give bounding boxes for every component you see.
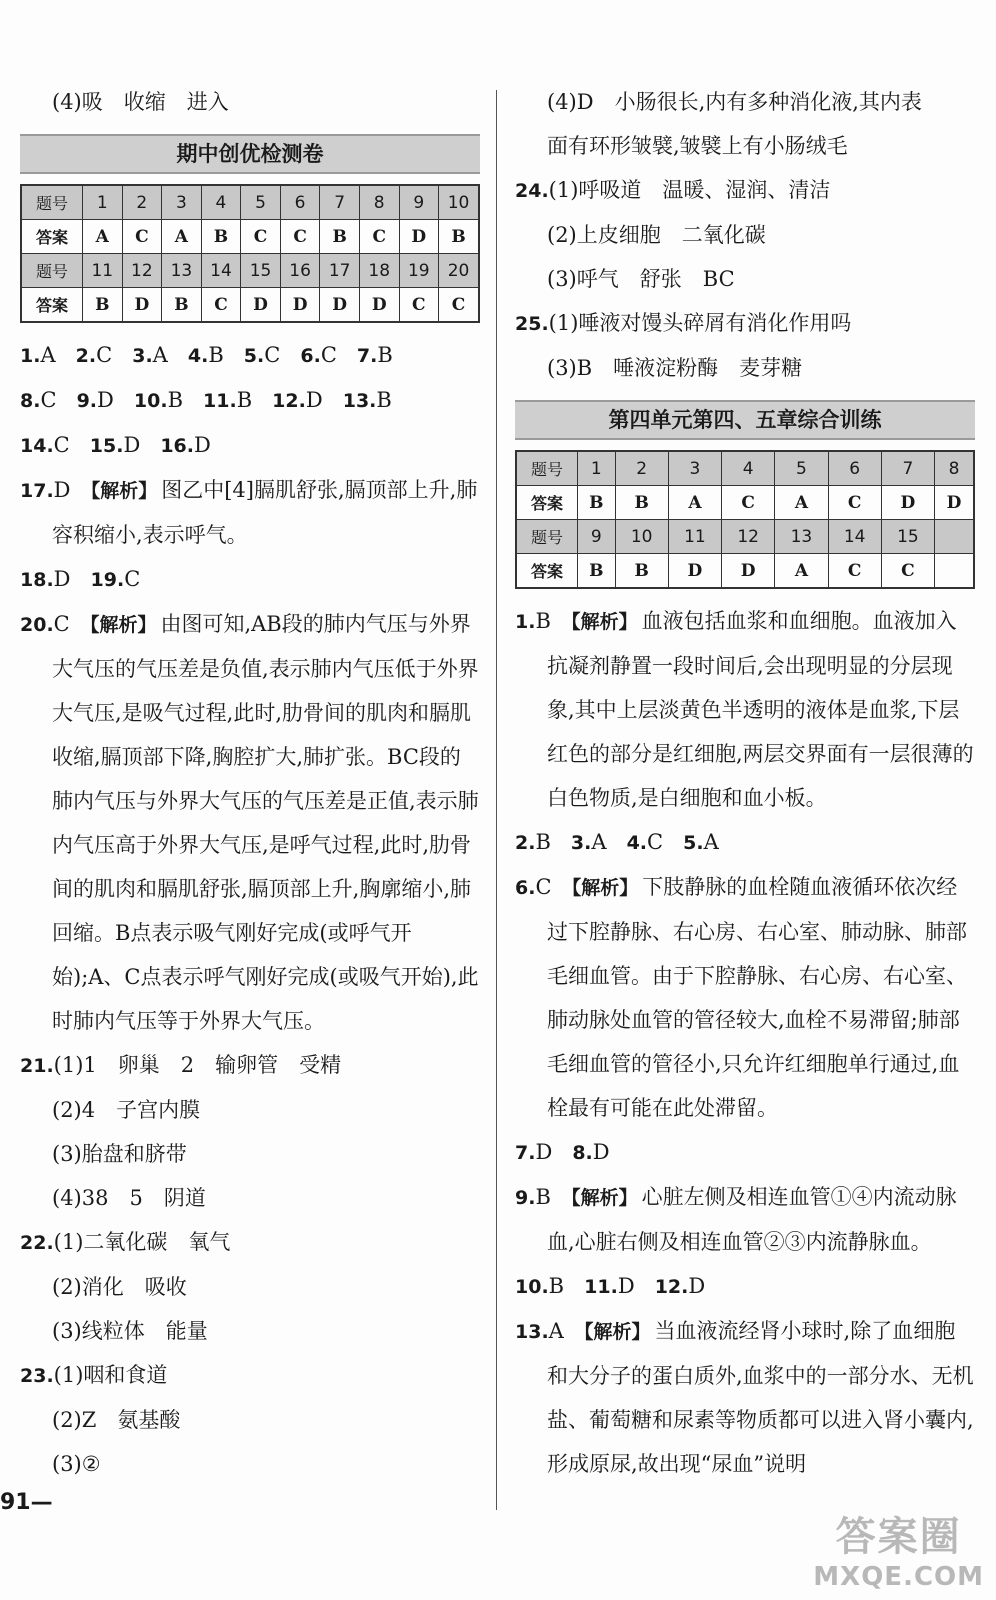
table-label: 题号 [516,520,578,554]
table-row [21,185,479,220]
right-column [515,80,975,1486]
table-cell: 7 [320,185,360,220]
question-number: 11. [203,390,237,412]
table-label: 题号 [21,254,83,288]
table-cell: D [881,486,934,520]
table-cell: C [280,220,320,254]
table-row [516,486,974,520]
table-cell: 15 [241,254,281,288]
explanation-item [515,599,975,820]
watermark-logo [813,1505,984,1592]
answer-choice: D [97,388,114,412]
answer-choice: D [592,1140,610,1164]
table-row [21,220,479,254]
answer-choice: B [535,1185,551,1209]
explanation-text: 下肢静脉的血栓随血液循环依次经过下腔静脉、右心房、右心室、肺动脉、肺部毛细血管。由于下腔静脉、右心房、右心室、肺动脉处血管的管径较大,血栓不易滞留;肺部毛细血管的管径小,只允许红细胞单行通过,血栓最有可能在此处滞留。 [547,875,967,1120]
question-number: 19. [90,569,125,591]
table-cell: 7 [881,451,934,486]
question-number: 2. [515,832,536,854]
answer-choice: D [123,433,141,457]
table-cell: C [201,288,241,323]
table-cell: A [775,486,828,520]
table-cell [935,520,974,554]
table-cell: D [280,288,320,323]
analysis-tag: 【解析】 [574,1321,651,1343]
answer-line: (2)4 子宫内膜 [52,1098,201,1122]
question-number: 5. [243,345,265,367]
column-divider [496,90,497,1510]
question-number: 12. [654,1276,689,1298]
question-number: 11. [584,1276,618,1298]
answer-line [20,423,480,468]
answer-choice: B [535,830,551,854]
table-cell: 14 [828,520,881,554]
table-row [21,254,479,288]
table-cell: A [775,554,828,589]
explanation-item [515,1309,975,1486]
answer-line [515,1264,975,1309]
explanation-text: 血液包括血浆和血细胞。血液加入抗凝剂静置一段时间后,会出现明显的分层现象,其中上层淡黄色半透明的液体是血浆,下层红色的部分是红细胞,两层交界面有一层很薄的白色物质,是白细胞和血小板。 [547,609,974,810]
answer-choice: B [376,388,392,412]
answer-choice: B [377,343,393,367]
explanation-item [20,602,480,1043]
table-label: 答案 [21,220,83,254]
table-cell: 19 [399,254,439,288]
question-number: 12. [272,390,306,412]
explanation-text: 图乙中[4]膈肌舒张,膈顶部上升,肺容积缩小,表示呼气。 [52,478,478,547]
answer-choice: C [535,875,552,899]
answer-choice: C [264,343,281,367]
answer-choice: C [124,567,141,591]
answer-choice: A [40,343,56,367]
table-cell: A [162,220,202,254]
table-cell: 2 [122,185,162,220]
table-cell: A [668,486,721,520]
table-cell: D [668,554,721,589]
table-cell: 15 [881,520,934,554]
table-cell: 12 [122,254,162,288]
table-cell: 16 [280,254,320,288]
explanation-text: 当血液流经肾小球时,除了血细胞和大分子的蛋白质外,血浆中的一部分水、无机盐、葡萄糖和尿素等物质都可以进入肾小囊内,形成原尿,故出现“尿血”说明 [547,1319,974,1476]
table-cell: C [359,220,399,254]
answer-choice: D [53,478,71,502]
answer-line: (3)胎盘和脐带 [52,1142,187,1166]
table-cell: 8 [359,185,399,220]
table-cell: 14 [201,254,241,288]
table-label: 题号 [516,451,578,486]
table-cell: 13 [775,520,828,554]
table-label: 答案 [21,288,83,323]
question-number: 4. [626,832,648,854]
question-number: 1. [515,611,536,633]
table-cell: C [828,554,881,589]
table-cell: 20 [439,254,479,288]
table-row [516,451,974,486]
table-cell: 4 [722,451,775,486]
answer-line: (4)吸 收缩 进入 [52,90,229,114]
answer-choice: C [53,433,70,457]
answer-line: (3)B 唾液淀粉酶 麦芽糖 [547,356,803,380]
table-cell: D [935,486,974,520]
question-number: 9. [76,390,98,412]
table-cell: C [722,486,775,520]
table-cell: C [399,288,439,323]
answer-choice: C [96,343,113,367]
answer-text: (1)咽和食道 [53,1363,168,1387]
table-cell: B [162,288,202,323]
question-number: 17. [20,480,54,502]
question-number: 13. [515,1321,549,1343]
table-cell: 18 [359,254,399,288]
answer-table [20,184,480,323]
question-number: 14. [20,435,54,457]
page-number: 91— [0,1490,53,1515]
table-cell: 5 [775,451,828,486]
table-cell: 6 [828,451,881,486]
table-cell: 9 [399,185,439,220]
answer-line: (2)上皮细胞 二氧化碳 [547,223,766,247]
table-cell: D [359,288,399,323]
question-number: 7. [356,345,378,367]
table-cell: D [399,220,439,254]
question-number: 18. [20,569,54,591]
analysis-tag: 【解析】 [561,1187,638,1209]
table-cell: D [241,288,281,323]
answer-choice: A [703,830,719,854]
answer-line: (2)Z 氨基酸 [52,1408,181,1432]
answer-choice: B [167,388,183,412]
answer-choice: A [591,830,607,854]
answer-line [515,168,975,213]
table-cell: D [122,288,162,323]
question-number: 6. [515,877,536,899]
answer-choice: D [535,1140,553,1164]
answer-line [20,1220,480,1265]
table-cell: 1 [578,451,616,486]
answer-line [20,378,480,423]
question-number: 22. [20,1232,54,1254]
question-number: 5. [683,832,704,854]
question-number: 21. [20,1055,54,1077]
answer-choice: D [194,433,211,457]
question-number: 9. [515,1187,536,1209]
answer-line [515,820,975,865]
table-cell: 8 [935,451,974,486]
answer-line: (2)消化 吸收 [52,1275,187,1299]
answer-choice: B [548,1274,565,1298]
table-cell: B [439,220,479,254]
question-number: 25. [515,313,549,335]
question-number: 23. [20,1365,54,1387]
answer-line [20,333,480,378]
table-cell: 10 [439,185,479,220]
question-number: 6. [300,345,321,367]
section-banner: 期中创优检测卷 [20,134,480,174]
analysis-tag: 【解析】 [81,480,158,502]
answer-text: (1)唾液对馒头碎屑有消化作用吗 [548,311,852,335]
answer-line: (3)呼气 舒张 BC [547,267,735,291]
table-cell: 1 [83,185,123,220]
answer-choice: D [53,567,71,591]
answer-line [515,301,975,346]
question-number: 15. [89,435,124,457]
table-cell: C [881,554,934,589]
table-cell: B [83,288,123,323]
table-cell: D [722,554,775,589]
explanation-text: 由图可知,AB段的肺内气压与外界大气压的气压差是负值,表示肺内气压低于外界大气压,是吸气过程,此时,肋骨间的肌肉和膈肌收缩,膈顶部下降,胸腔扩大,肺扩张。BC段的肺内气压与外界大气压的气压差是正值,表示肺内气压高于外界大气压,是呼气过程,此时,肋骨间的肌肉和膈肌舒张,膈顶部上升,胸廓缩小,肺回缩。B点表示吸气刚好完成(或呼气开始);A、C点表示呼气刚好完成(或吸气开始),此时肺内气压等于外界大气压。 [52,612,479,1033]
answer-choice: C [53,612,70,636]
answer-choice: B [236,388,253,412]
question-number: 8. [20,390,41,412]
answer-choice: B [535,609,551,633]
answer-line: 面有环形皱襞,皱襞上有小肠绒毛 [547,134,848,158]
answer-choice: D [305,388,323,412]
answer-choice: D [688,1274,706,1298]
answer-choice: B [208,343,224,367]
table-cell: C [439,288,479,323]
answer-choice: C [647,830,664,854]
question-number: 20. [20,614,54,636]
answer-line: (3)线粒体 能量 [52,1319,208,1343]
answer-choice: C [40,388,57,412]
table-cell: A [83,220,123,254]
question-number: 10. [515,1276,549,1298]
table-row [516,520,974,554]
table-cell: 6 [280,185,320,220]
table-cell: 11 [668,520,721,554]
answer-line [20,557,480,602]
table-cell: D [320,288,360,323]
answer-choice: A [152,343,168,367]
explanation-item [20,468,480,557]
table-label: 答案 [516,554,578,589]
answer-line: (3)② [52,1452,101,1476]
left-column [20,80,480,1486]
watermark-text: 答案圈 [835,1514,962,1560]
answer-text: (1)呼吸道 温暖、湿润、清洁 [548,178,831,202]
explanation-item [515,865,975,1130]
section-banner: 第四单元第四、五章综合训练 [515,400,975,440]
table-cell: B [578,554,616,589]
table-label: 答案 [516,486,578,520]
answer-text: (1)1 卵巢 2 输卵管 受精 [53,1053,342,1077]
answer-text: (1)二氧化碳 氧气 [53,1230,231,1254]
question-number: 7. [515,1142,536,1164]
table-cell: B [615,554,668,589]
explanation-item [515,1175,975,1264]
answer-line: (4)D 小肠很长,内有多种消化液,其内表 [547,90,922,114]
table-cell: B [578,486,616,520]
answer-line [515,1130,975,1175]
table-cell: 13 [162,254,202,288]
table-cell: 2 [615,451,668,486]
question-number: 13. [342,390,377,412]
table-cell: 10 [615,520,668,554]
answer-choice: A [548,1319,564,1343]
table-cell: B [201,220,241,254]
table-cell: 3 [162,185,202,220]
table-cell: 12 [722,520,775,554]
analysis-tag: 【解析】 [562,877,639,899]
table-row [516,554,974,589]
answer-table [515,450,975,589]
table-cell: 17 [320,254,360,288]
table-row [21,288,479,323]
table-cell: 11 [83,254,123,288]
explanation-text: 心脏左侧及相连血管①④内流动脉血,心脏右侧及相连血管②③内流静脉血。 [547,1185,957,1254]
analysis-tag: 【解析】 [80,614,157,636]
answer-choice: C [320,343,337,367]
table-cell: 4 [201,185,241,220]
table-label: 题号 [21,185,83,220]
table-cell: B [615,486,668,520]
table-cell: 5 [241,185,281,220]
question-number: 24. [515,180,549,202]
question-number: 3. [132,345,153,367]
question-number: 16. [160,435,194,457]
question-number: 4. [187,345,209,367]
table-cell: C [241,220,281,254]
table-cell: 3 [668,451,721,486]
question-number: 3. [570,832,592,854]
watermark-url: MXQE.COM [813,1562,984,1592]
answer-line: (4)38 5 阴道 [52,1186,206,1210]
table-cell: C [122,220,162,254]
question-number: 1. [20,345,41,367]
answer-line [20,1043,480,1088]
question-number: 2. [75,345,97,367]
answer-line [20,1353,480,1398]
table-cell: B [320,220,360,254]
table-cell: C [828,486,881,520]
question-number: 8. [572,1142,593,1164]
table-cell [935,554,974,589]
table-cell: 9 [578,520,616,554]
analysis-tag: 【解析】 [561,611,638,633]
answer-choice: D [617,1274,635,1298]
question-number: 10. [133,390,168,412]
